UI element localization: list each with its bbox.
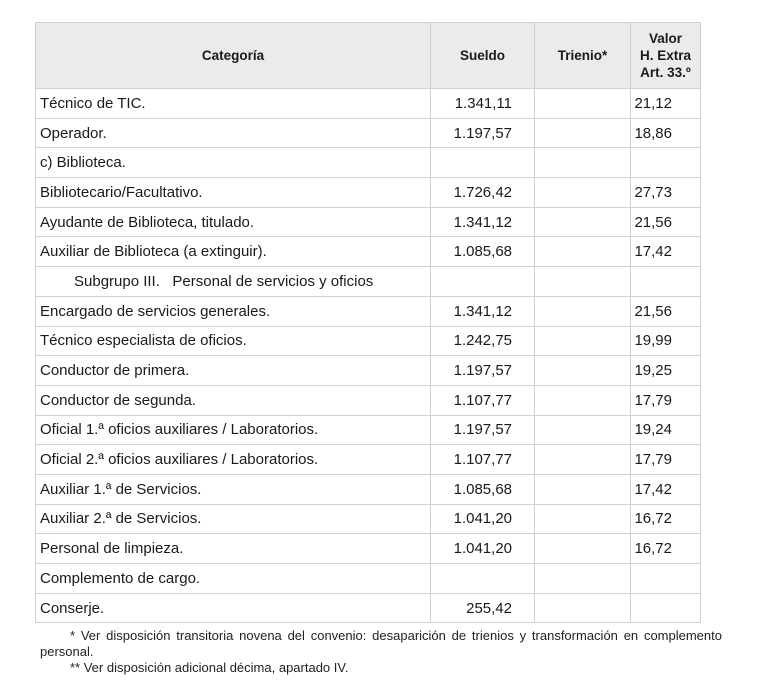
table-row: [36, 564, 701, 594]
cell-sueldo: [431, 148, 535, 178]
cell-categoria: Encargado de servicios generales.: [36, 296, 431, 326]
cell-trienio: [535, 415, 631, 445]
cell-sueldo: 1.341,11: [431, 89, 535, 119]
cell-trienio: [535, 326, 631, 356]
cell-trienio: [535, 296, 631, 326]
cell-trienio: [535, 178, 631, 208]
cell-hextra: 21,56: [631, 296, 701, 326]
table-row: [36, 267, 701, 297]
cell-trienio: [535, 118, 631, 148]
header-hextra-line: H. Extra: [639, 48, 692, 63]
cell-trienio: [535, 385, 631, 415]
cell-trienio: [535, 89, 631, 119]
salary-table: [35, 22, 701, 623]
cell-categoria: c) Biblioteca.: [36, 148, 431, 178]
cell-categoria: Oficial 1.ª oficios auxiliares / Laboratorios.: [36, 415, 431, 445]
cell-categoria: Conserje.: [36, 593, 431, 623]
cell-trienio: [535, 474, 631, 504]
cell-hextra: 21,56: [631, 207, 701, 237]
cell-hextra: 16,72: [631, 504, 701, 534]
cell-trienio: [535, 207, 631, 237]
cell-trienio: [535, 148, 631, 178]
cell-sueldo: 1.242,75: [431, 326, 535, 356]
cell-sueldo: 1.041,20: [431, 534, 535, 564]
cell-hextra: 17,79: [631, 385, 701, 415]
cell-categoria: Conductor de segunda.: [36, 385, 431, 415]
table-row: [36, 237, 701, 267]
cell-categoria: Auxiliar 1.ª de Servicios.: [36, 474, 431, 504]
cell-sueldo: 255,42: [431, 593, 535, 623]
cell-sueldo: 1.085,68: [431, 237, 535, 267]
cell-categoria: Complemento de cargo.: [36, 564, 431, 594]
cell-hextra: [631, 564, 701, 594]
cell-sueldo: 1.726,42: [431, 178, 535, 208]
header-hextra-line: Art. 33.º: [640, 65, 691, 80]
cell-trienio: [535, 356, 631, 386]
cell-trienio: [535, 534, 631, 564]
cell-hextra: 21,12: [631, 89, 701, 119]
table-row: [36, 415, 701, 445]
cell-trienio: [535, 593, 631, 623]
cell-sueldo: 1.041,20: [431, 504, 535, 534]
cell-sueldo: 1.085,68: [431, 474, 535, 504]
cell-categoria: Operador.: [36, 118, 431, 148]
cell-categoria: Ayudante de Biblioteca, titulado.: [36, 207, 431, 237]
cell-hextra: [631, 148, 701, 178]
table-row: [36, 474, 701, 504]
table-row: [36, 385, 701, 415]
cell-categoria: Subgrupo III. Personal de servicios y oficios: [36, 267, 431, 297]
cell-sueldo: 1.107,77: [431, 385, 535, 415]
cell-sueldo: 1.107,77: [431, 445, 535, 475]
cell-categoria: Personal de limpieza.: [36, 534, 431, 564]
table-row: [36, 296, 701, 326]
cell-hextra: 19,25: [631, 356, 701, 386]
salary-table-container: [35, 22, 700, 623]
header-hextra-line: Valor: [648, 31, 683, 46]
table-row: [36, 593, 701, 623]
cell-categoria: Auxiliar 2.ª de Servicios.: [36, 504, 431, 534]
table-row: [36, 504, 701, 534]
table-row: [36, 118, 701, 148]
cell-hextra: 19,99: [631, 326, 701, 356]
cell-sueldo: 1.341,12: [431, 296, 535, 326]
cell-trienio: [535, 504, 631, 534]
cell-trienio: [535, 237, 631, 267]
cell-sueldo: 1.197,57: [431, 356, 535, 386]
cell-hextra: 18,86: [631, 118, 701, 148]
cell-hextra: 27,73: [631, 178, 701, 208]
cell-hextra: 17,42: [631, 474, 701, 504]
cell-sueldo: [431, 564, 535, 594]
cell-hextra: 16,72: [631, 534, 701, 564]
table-row: [36, 534, 701, 564]
header-categoria: Categoría: [36, 23, 431, 89]
cell-hextra: [631, 267, 701, 297]
table-header-row: [36, 23, 701, 89]
header-hextra: [631, 23, 701, 89]
cell-trienio: [535, 564, 631, 594]
footnote-adicional: ** Ver disposición adicional décima, apartado IV.: [70, 660, 349, 675]
cell-hextra: 17,42: [631, 237, 701, 267]
cell-sueldo: 1.197,57: [431, 415, 535, 445]
header-sueldo: Sueldo: [431, 23, 535, 89]
table-row: [36, 89, 701, 119]
cell-categoria: Bibliotecario/Facultativo.: [36, 178, 431, 208]
cell-sueldo: 1.197,57: [431, 118, 535, 148]
table-row: [36, 445, 701, 475]
cell-sueldo: [431, 267, 535, 297]
table-row: [36, 207, 701, 237]
cell-sueldo: 1.341,12: [431, 207, 535, 237]
header-trienio: Trienio*: [535, 23, 631, 89]
table-row: [36, 148, 701, 178]
footnote-trienio: * Ver disposición transitoria novena del convenio: desaparición de trienios y transformación en complemento personal.: [40, 628, 722, 659]
cell-trienio: [535, 267, 631, 297]
footnotes: [40, 628, 722, 676]
cell-hextra: [631, 593, 701, 623]
table-row: [36, 356, 701, 386]
table-row: [36, 326, 701, 356]
cell-categoria: Conductor de primera.: [36, 356, 431, 386]
cell-categoria: Técnico de TIC.: [36, 89, 431, 119]
cell-categoria: Técnico especialista de oficios.: [36, 326, 431, 356]
cell-categoria: Oficial 2.ª oficios auxiliares / Laboratorios.: [36, 445, 431, 475]
cell-categoria: Auxiliar de Biblioteca (a extinguir).: [36, 237, 431, 267]
table-row: [36, 178, 701, 208]
cell-hextra: 19,24: [631, 415, 701, 445]
cell-trienio: [535, 445, 631, 475]
cell-hextra: 17,79: [631, 445, 701, 475]
